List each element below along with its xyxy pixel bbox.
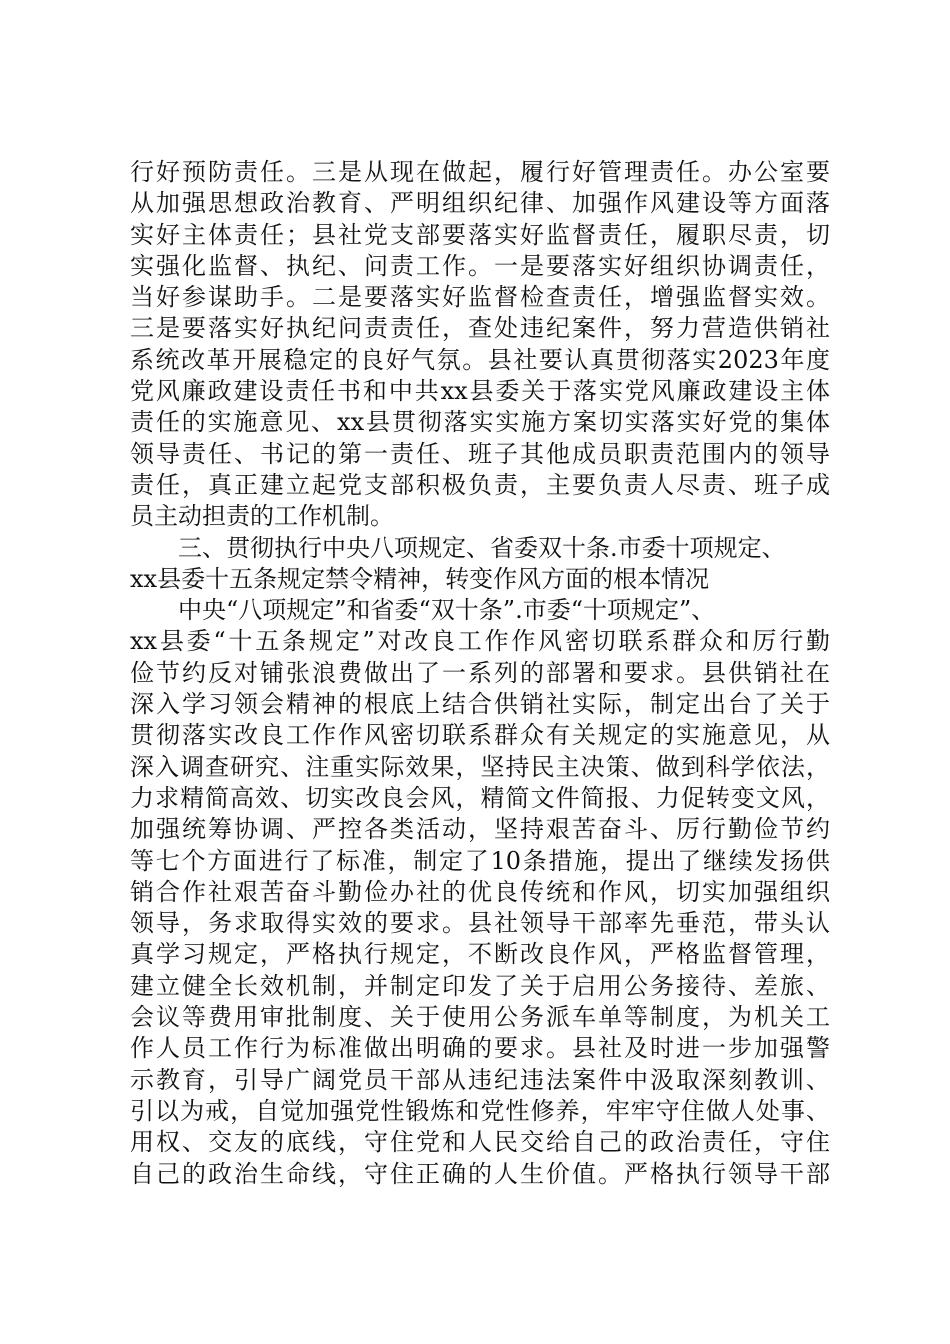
text-line: 当好参谋助手。二是要落实好监督检查责任，增强监督实效。	[130, 283, 830, 312]
text-line: 领导责任、书记的第一责任、班子其他成员职责范围内的领导	[130, 439, 830, 468]
text-line: 实强化监督、执纪、问责工作。一是要落实好组织协调责任，	[130, 251, 830, 280]
text-line: 三是要落实好执纪问责责任，查处违纪案件，努力营造供销社	[130, 314, 830, 343]
section-heading-line: xx县委十五条规定禁令精神，转变作风方面的根本情况	[130, 564, 710, 593]
text-line: 责任，真正建立起党支部积极负责，主要负责人尽责、班子成	[130, 470, 830, 499]
text-line: 中央“八项规定”和省委“双十条”.市委“十项规定”、	[178, 596, 716, 625]
text-line: 领导，务求取得实效的要求。县社领导干部率先垂范，带头认	[130, 909, 830, 938]
section-heading-line: 三、贯彻执行中央八项规定、省委双十条.市委十项规定、	[178, 533, 786, 562]
text-line: 党风廉政建设责任书和中共xx县委关于落实党风廉政建设主体	[130, 377, 830, 406]
text-line: 力求精简高效、切实改良会风，精简文件简报、力促转变文风，	[130, 783, 830, 812]
text-line: 自己的政治生命线，守住正确的人生价值。严格执行领导干部	[130, 1159, 830, 1188]
text-line: 员主动担责的工作机制。	[130, 502, 394, 531]
text-line: 系统改革开展稳定的良好气氛。县社要认真贯彻落实2023年度	[130, 345, 830, 374]
text-line: xx县委“十五条规定”对改良工作作风密切联系群众和厉行勤	[130, 627, 830, 656]
body-text	[130, 157, 830, 1190]
text-line: 从加强思想政治教育、严明组织纪律、加强作风建设等方面落	[130, 189, 830, 218]
text-line: 建立健全长效机制，并制定印发了关于启用公务接待、差旅、	[130, 971, 830, 1000]
text-line: 真学习规定，严格执行规定，不断改良作风，严格监督管理，	[130, 940, 830, 969]
text-line: 加强统筹协调、严控各类活动，坚持艰苦奋斗、厉行勤俭节约	[130, 815, 830, 844]
text-line: 深入调查研究、注重实际效果，坚持民主决策、做到科学依法，	[130, 752, 830, 781]
text-line: 俭节约反对铺张浪费做出了一系列的部署和要求。县供销社在	[130, 658, 830, 687]
text-line: 销合作社艰苦奋斗勤俭办社的优良传统和作风，切实加强组织	[130, 877, 830, 906]
text-line: 等七个方面进行了标准，制定了10条措施，提出了继续发扬供	[130, 846, 830, 875]
text-line: 贯彻落实改良工作作风密切联系群众有关规定的实施意见，从	[130, 721, 830, 750]
text-line: 会议等费用审批制度、关于使用公务派车单等制度，为机关工	[130, 1003, 830, 1032]
text-line: 责任的实施意见、xx县贯彻落实实施方案切实落实好党的集体	[130, 408, 830, 437]
text-line: 示教育，引导广阔党员干部从违纪违法案件中汲取深刻教训、	[130, 1065, 830, 1094]
text-line: 实好主体责任；县社党支部要落实好监督责任，履职尽责，切	[130, 220, 830, 249]
text-line: 深入学习领会精神的根底上结合供销社实际，制定出台了关于	[130, 690, 830, 719]
text-line: 作人员工作行为标准做出明确的要求。县社及时进一步加强警	[130, 1034, 830, 1063]
text-line: 引以为戒，自觉加强党性锻炼和党性修养，牢牢守住做人处事、	[130, 1096, 830, 1125]
text-line: 用权、交友的底线，守住党和人民交给自己的政治责任，守住	[130, 1128, 830, 1157]
text-line: 行好预防责任。三是从现在做起，履行好管理责任。办公室要	[130, 158, 830, 186]
